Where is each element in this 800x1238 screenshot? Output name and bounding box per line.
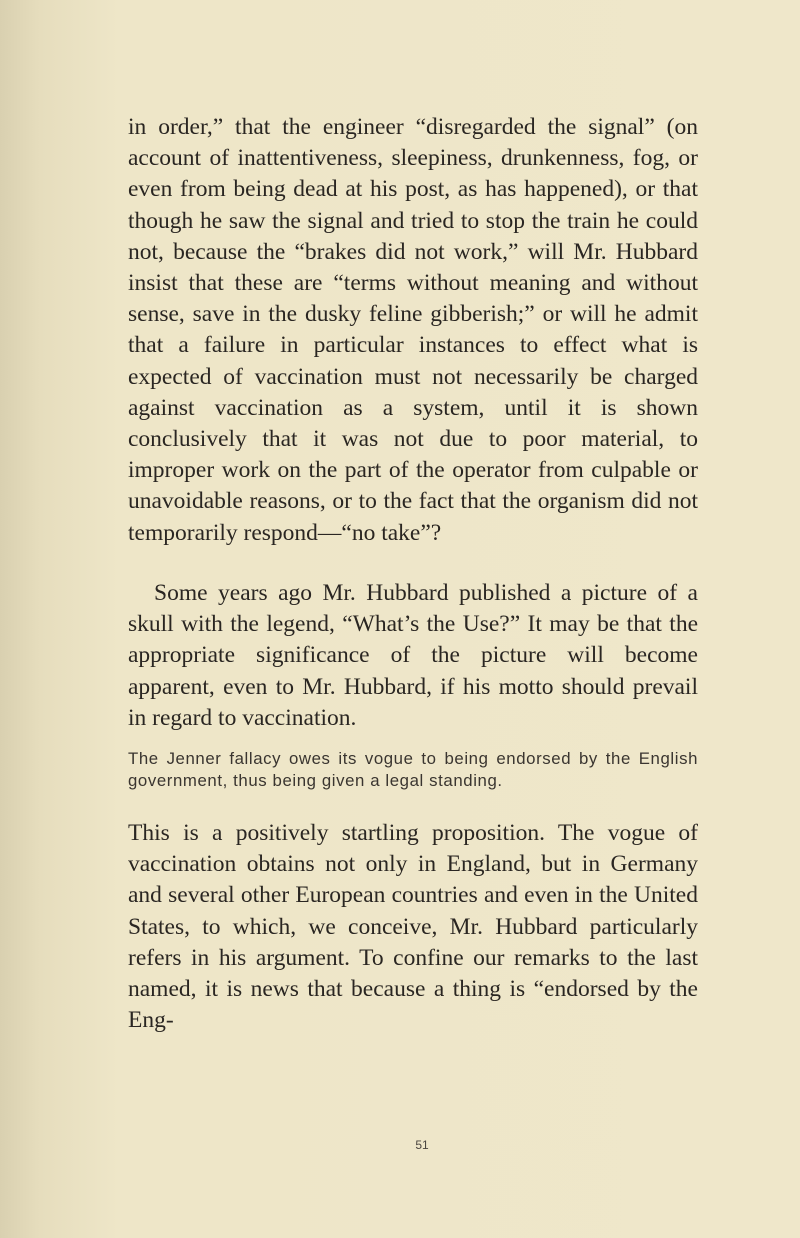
block-quote: The Jenner fallacy owes its vogue to being endorsed by the English government, thus being given a legal standing. xyxy=(128,749,698,790)
paragraph-skull-picture: Some years ago Mr. Hubbard published a picture of a skull with the legend, “What’s the Use?” It may be that the appropriate significance of the picture will become apparent, even to Mr. Hubbard, if his motto should prevail in regard to vaccination. xyxy=(128,580,698,731)
paragraph-startling-proposition: This is a positively startling proposition. The vogue of vaccination obtains not only in England, but in Germany and several other European countries and even in the United States, to which, we conceive, Mr. Hubbard particularly refers in his argument. To confine our remarks to the last named, it is news that because a thing is “endorsed by the Eng- xyxy=(128,820,698,1034)
paragraph-continuation: in order,” that the engineer “disregarded the signal” (on account of inattentiveness, sleepiness, drunkenness, fog, or even from being dead at his post, as has happened), or that though he saw the signal and tried to stop the train he could not, because the “brakes did not work,” will Mr. Hubbard insist that these are “terms without meaning and without sense, save in the dusky feline gibberish;” or will he admit that a failure in particular instances to effect what is expected of vaccination must not necessarily be charged against vaccination as a system, until it is shown conclusively that it was not due to poor material, to improper work on the part of the operator from culpable or unavoidable reasons, or to the fact that the organism did not temporarily respond—“no take”? xyxy=(128,114,698,546)
page-number: 51 xyxy=(415,1138,429,1152)
